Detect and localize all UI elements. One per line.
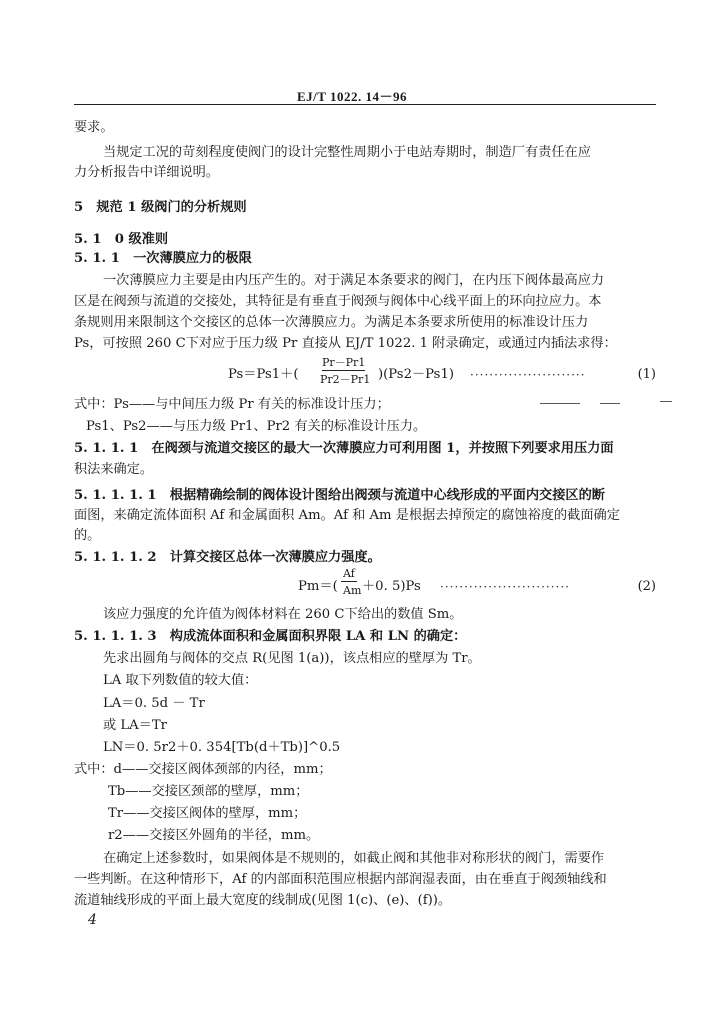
definition-line: Tb——交接区颈部的壁厚，mm； xyxy=(108,784,309,799)
clause-5-1-1-1-2: 5. 1. 1. 1. 2 计算交接区总体一次薄膜应力强度。 xyxy=(74,550,381,565)
text-line: 一次薄膜应力主要是由内压产生的。对于满足本条要求的阀门，在内压下阀体最高应力 xyxy=(103,273,605,288)
equation-line: LN＝0. 5r2＋0. 354[Tb(d＋Tb)]^0.5 xyxy=(103,740,341,755)
text-line: 一些判断。在这种情形下，Af 的内部面积范围应根据内部润湿表面，由在垂直于阀颈轴线和 xyxy=(74,872,607,887)
text-line: 力分析报告中详细说明。 xyxy=(74,165,220,180)
formula-2-denominator: Am xyxy=(343,584,362,597)
equation-line: LA＝0. 5d － Tr xyxy=(103,696,205,711)
equation-line: 或 LA＝Tr xyxy=(103,718,167,733)
definition-line: 式中：d——交接区阀体颈部的内径，mm； xyxy=(74,762,332,777)
text-line: 的。 xyxy=(74,528,101,543)
text-line: LA 取下列数值的较大值： xyxy=(103,673,258,688)
where-line: Ps1、Ps2——与压力级 Pr1、Pr2 有关的标准设计压力。 xyxy=(86,419,427,434)
text-line: 该应力强度的允许值为阀体材料在 260 C下给出的数值 Sm。 xyxy=(103,607,463,622)
header-rule xyxy=(74,104,656,105)
text-line: 流道轴线形成的平面上最大宽度的线制成(见图 1(c)、(e)、(f))。 xyxy=(74,893,452,908)
section-heading-5-1: 5. 1 0 级准则 xyxy=(74,232,169,247)
where-line: 式中：Ps——与中间压力级 Pr 有关的标准设计压力； xyxy=(74,397,390,412)
clause-5-1-1-1-3: 5. 1. 1. 1. 3 构成流体面积和金属面积界限 LA 和 LN 的确定： xyxy=(74,629,467,644)
formula-1-numerator: Pr－Pr1 xyxy=(322,356,366,369)
definition-line: Tr——交接区阀体的壁厚，mm； xyxy=(108,806,307,821)
text-line: 区是在阀颈与流道的交接处，其特征是有垂直于阀颈与阀体中心线平面上的环向拉应力。本 xyxy=(74,294,602,309)
scan-speck xyxy=(660,401,672,402)
clause-5-1-1-1: 5. 1. 1. 1 在阀颈与流道交接区的最大一次薄膜应力可利用图 1，并按照下列要求用压力面 xyxy=(74,441,614,456)
formula-1-left: Ps＝Ps1＋( xyxy=(228,367,299,382)
formula-2-right: ＋0. 5)Ps xyxy=(362,579,421,594)
scan-speck xyxy=(600,403,620,404)
formula-2-numerator: Af xyxy=(343,567,355,580)
text-line: Ps，可按照 260 C下对应于压力级 Pr 直接从 EJ/T 1022. 1 附录确定，或通过内插法求得： xyxy=(74,336,617,351)
clause-5-1-1-1-1: 5. 1. 1. 1. 1 根据精确绘制的阀体设计图给出阀颈与流道中心线形成的平面内交接区的断 xyxy=(74,488,605,503)
text-line: 要求。 xyxy=(74,120,114,135)
text-line: 条规则用来限制这个交接区的总体一次薄膜应力。为满足本条要求所使用的标准设计压力 xyxy=(74,315,589,330)
text-line: 先求出圆角与阀体的交点 R(见图 1(a))，该点相应的壁厚为 Tr。 xyxy=(103,651,481,666)
section-heading-5-1-1: 5. 1. 1 一次薄膜应力的极限 xyxy=(74,251,252,266)
formula-1-right: )(Ps2－Ps1) xyxy=(378,367,454,382)
scan-speck xyxy=(540,403,580,404)
standard-code-header: EJ/T 1022. 14－96 xyxy=(297,89,407,104)
formula-1-number: (1) xyxy=(637,367,656,382)
section-heading-5: 5 规范 1 级阀门的分析规则 xyxy=(74,200,247,215)
page-number: 4 xyxy=(88,912,97,928)
leader-dots: ··························· xyxy=(440,580,570,594)
text-line: 在确定上述参数时，如果阀体是不规则的，如截止阀和其他非对称形状的阀门，需要作 xyxy=(103,851,605,866)
text-line: 面图，来确定流体面积 Af 和金属面积 Am。Af 和 Am 是根据去掉预定的腐蚀裕度的截面确定 xyxy=(74,508,620,523)
formula-1-denominator: Pr2－Pr1 xyxy=(320,373,371,386)
formula-2-left: Pm＝( xyxy=(298,579,338,594)
formula-2-number: (2) xyxy=(637,579,656,594)
text-line: 积法来确定。 xyxy=(74,462,154,477)
definition-line: r2——交接区外圆角的半径，mm。 xyxy=(108,828,320,843)
text-line: 当规定工况的苛刻程度使阀门的设计完整性周期小于电站寿期时，制造厂有责任在应 xyxy=(103,145,591,160)
leader-dots: ························ xyxy=(470,368,586,382)
